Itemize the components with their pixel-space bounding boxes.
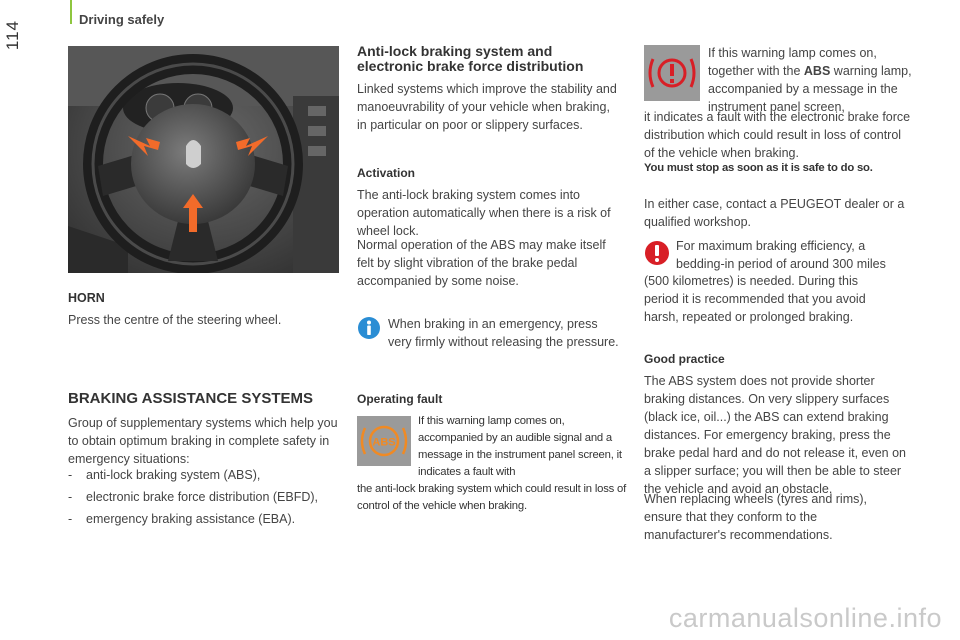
activation-text-1: The anti-lock braking system comes into operation automatically when there is a risk of wheel lock. (357, 188, 611, 238)
section-marker-bar (70, 0, 72, 24)
good-practice-text: The ABS system does not provide shorter braking distances. On very slippery surfaces (black ice, oil...) the ABS can extend braking distances. For emergency braking, press the brake pedal hard and do not release it, even on a slipper surface; you will then be able to steer the vehicle and avoid an obstacle. (644, 374, 906, 496)
activation-heading: Activation (357, 166, 416, 180)
horn-text: Press the centre of the steering wheel. (68, 313, 282, 327)
abs-warning-icon (357, 416, 411, 466)
list-item: - anti-lock braking system (ABS), (68, 468, 261, 482)
abs-intro: Linked systems which improve the stability and manoeuvrability of your vehicle when braking, in particular on poor or slippery surfaces. (357, 82, 617, 132)
caution-icon (644, 240, 670, 266)
list-item: - emergency braking assistance (EBA). (68, 512, 296, 526)
steering-wheel-photo (68, 46, 339, 273)
braking-assistance-intro: Group of supplementary systems which help you to obtain optimum braking in complete safety in emergency situations: (68, 416, 338, 466)
info-text: When braking in an emergency, press very firmly without releasing the pressure. (388, 317, 619, 349)
fault-text-wrapped: If this warning lamp comes on, accompanied by an audible signal and a message in the instrument panel screen, it indicates a fault with (418, 415, 622, 478)
braking-assistance-heading: BRAKING ASSISTANCE SYSTEMS (68, 390, 314, 407)
brake-warning-text-continued: it indicates a fault with the electronic brake force distribution which could result in loss of control of the vehicle when braking. (644, 110, 911, 160)
list-item: - electronic brake force distribution (EBFD), (68, 490, 319, 504)
steering-wheel-illustration (68, 46, 339, 273)
brake-warning-icon (644, 45, 700, 101)
operating-fault-heading: Operating fault (357, 392, 443, 406)
abs-inline-label: ABS (803, 64, 831, 78)
activation-text-2: Normal operation of the ABS may make itself felt by slight vibration of the brake pedal accompanied by some noise. (357, 238, 606, 288)
section-title: Driving safely (79, 12, 165, 27)
abs-icon-label: ABS (372, 436, 396, 449)
brake-warning-text: If this warning lamp comes on, together with the ABS warning lamp, accompanied by a message in the instrument panel screen, (708, 46, 912, 114)
fault-text: the anti-lock braking system which could result in loss of control of the vehicle when braking. (357, 483, 627, 512)
abs-heading: Anti-lock braking system and electronic brake force distribution (357, 43, 584, 74)
bedding-text-wrapped: For maximum braking efficiency, a bedding-in period of around 300 miles (676, 239, 886, 271)
horn-heading: HORN (68, 291, 105, 305)
stop-text: You must stop as soon as it is safe to do so. (644, 162, 873, 174)
braking-assistance-list (68, 466, 340, 532)
contact-text: In either case, contact a PEUGEOT dealer or a qualified workshop. (644, 197, 905, 229)
wheels-text: When replacing wheels (tyres and rims), ensure that they conform to the manufacturer's recommendations. (644, 492, 867, 542)
good-practice-heading: Good practice (644, 352, 725, 366)
page-number: 114 (3, 20, 22, 51)
info-icon (357, 316, 381, 340)
watermark: carmanualsonline.info (668, 603, 942, 633)
bedding-text: (500 kilometres) is needed. During this period it is recommended that you avoid harsh, repeated or prolonged braking. (644, 274, 866, 324)
